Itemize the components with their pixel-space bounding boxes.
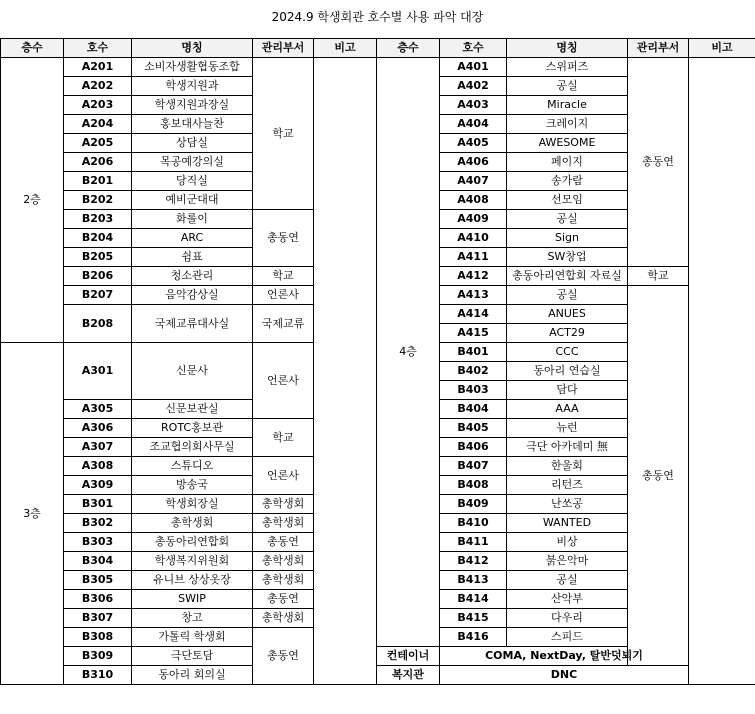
room-code: A204 (64, 115, 132, 134)
room-name: 신문사 (132, 343, 253, 400)
room-code: A408 (440, 191, 507, 210)
room-name: Miracle (507, 96, 628, 115)
room-code: A403 (440, 96, 507, 115)
sheet-title: 2024.9 학생회관 호수별 사용 파악 대장 (271, 10, 484, 24)
room-code: B413 (440, 571, 507, 590)
room-name: WANTED (507, 514, 628, 533)
room-name: 창고 (132, 609, 253, 628)
room-name: SW창업 (507, 248, 628, 267)
room-code: B309 (64, 647, 132, 666)
room-code: A305 (64, 400, 132, 419)
room-name: SWIP (132, 590, 253, 609)
room-code: A402 (440, 77, 507, 96)
room-name: 한울회 (507, 457, 628, 476)
room-name: 학생회장실 (132, 495, 253, 514)
room-name: 학생지원과 (132, 77, 253, 96)
table-row (1, 58, 755, 77)
room-code: B202 (64, 191, 132, 210)
dept-cell: 총학생회 (253, 571, 314, 590)
room-name: 학생복지위원회 (132, 552, 253, 571)
dept-cell: 총동연 (253, 590, 314, 609)
room-code: B303 (64, 533, 132, 552)
room-code: B308 (64, 628, 132, 647)
room-name: 소비자생활협동조합 (132, 58, 253, 77)
room-name: 극단 아카데미 無 (507, 438, 628, 457)
room-code: A407 (440, 172, 507, 191)
room-name: AWESOME (507, 134, 628, 153)
room-code: B403 (440, 381, 507, 400)
dept-cell: 총동연 (628, 286, 689, 666)
room-name: 공실 (507, 210, 628, 229)
room-name: 담다 (507, 381, 628, 400)
room-code: B301 (64, 495, 132, 514)
room-name: Sign (507, 229, 628, 248)
room-name: 학생지원과장실 (132, 96, 253, 115)
dept-cell: 언론사 (253, 457, 314, 495)
room-code: B416 (440, 628, 507, 647)
room-code: A306 (64, 419, 132, 438)
room-name: 당직실 (132, 172, 253, 191)
room-code: B203 (64, 210, 132, 229)
room-code: B410 (440, 514, 507, 533)
room-name: 크레이지 (507, 115, 628, 134)
room-code: A203 (64, 96, 132, 115)
room-code: A202 (64, 77, 132, 96)
room-code: A301 (64, 343, 132, 400)
room-usage-table (0, 38, 755, 685)
room-name: AAA (507, 400, 628, 419)
room-code: B201 (64, 172, 132, 191)
header-floor: 층수 (1, 39, 64, 58)
room-code: B405 (440, 419, 507, 438)
room-name: 쉼표 (132, 248, 253, 267)
room-code: B207 (64, 286, 132, 305)
header-name: 명칭 (507, 39, 628, 58)
room-name: 음악감상실 (132, 286, 253, 305)
header-note: 비고 (314, 39, 377, 58)
dept-cell: 총학생회 (253, 495, 314, 514)
room-name: 동아리 회의실 (132, 666, 253, 685)
room-code: A412 (440, 267, 507, 286)
room-code: A409 (440, 210, 507, 229)
room-code: B402 (440, 362, 507, 381)
room-name: 리턴즈 (507, 476, 628, 495)
dept-cell: 총학생회 (253, 552, 314, 571)
room-code: B206 (64, 267, 132, 286)
dept-cell: 언론사 (253, 286, 314, 305)
welfare-label: 복지관 (377, 666, 440, 685)
room-code: A307 (64, 438, 132, 457)
room-name: ROTC홍보관 (132, 419, 253, 438)
room-code: B414 (440, 590, 507, 609)
dept-cell: 총동연 (253, 628, 314, 685)
room-code: A309 (64, 476, 132, 495)
room-name: 비상 (507, 533, 628, 552)
room-name: 뉴런 (507, 419, 628, 438)
room-name: 다우리 (507, 609, 628, 628)
room-name: 총동아리연합회 (132, 533, 253, 552)
room-name: 스피드 (507, 628, 628, 647)
room-code: A413 (440, 286, 507, 305)
header-room: 호수 (440, 39, 507, 58)
header-note: 비고 (689, 39, 755, 58)
room-name: 조교협의회사무실 (132, 438, 253, 457)
floor-cell: 4층 (377, 58, 440, 647)
dept-cell: 학교 (628, 267, 689, 286)
room-name: 예비군대대 (132, 191, 253, 210)
room-code: B204 (64, 229, 132, 248)
note-cell (314, 58, 377, 685)
room-name: 청소관리 (132, 267, 253, 286)
dept-cell: 학교 (253, 419, 314, 457)
header-name: 명칭 (132, 39, 253, 58)
container-value: COMA, NextDay, 탈반덧뵈기 (440, 647, 689, 666)
room-code: B415 (440, 609, 507, 628)
room-code: A406 (440, 153, 507, 172)
room-code: A401 (440, 58, 507, 77)
room-name: 총동아리연합회 자료실 (507, 267, 628, 286)
dept-cell: 학교 (253, 267, 314, 286)
room-code: B408 (440, 476, 507, 495)
dept-cell: 국제교류 (253, 305, 314, 343)
room-code: A405 (440, 134, 507, 153)
dept-cell: 언론사 (253, 343, 314, 419)
room-code: A404 (440, 115, 507, 134)
room-code: B302 (64, 514, 132, 533)
room-code: B306 (64, 590, 132, 609)
room-code: A308 (64, 457, 132, 476)
room-name: 붉은악마 (507, 552, 628, 571)
room-code: A411 (440, 248, 507, 267)
room-name: 상담실 (132, 134, 253, 153)
room-code: A410 (440, 229, 507, 248)
room-code: A414 (440, 305, 507, 324)
header-row (1, 39, 755, 58)
room-name: 페이지 (507, 153, 628, 172)
room-name: 산악부 (507, 590, 628, 609)
room-code: B409 (440, 495, 507, 514)
room-name: 극단토담 (132, 647, 253, 666)
room-name: 동아리 연습실 (507, 362, 628, 381)
room-name: ACT29 (507, 324, 628, 343)
table-row (1, 666, 755, 685)
header-dept: 관리부서 (628, 39, 689, 58)
room-name: 가톨릭 학생회 (132, 628, 253, 647)
dept-cell: 총학생회 (253, 609, 314, 628)
dept-cell: 총동연 (253, 210, 314, 267)
room-name: 스위퍼즈 (507, 58, 628, 77)
room-code: B411 (440, 533, 507, 552)
room-name: 방송국 (132, 476, 253, 495)
room-name: 스튜디오 (132, 457, 253, 476)
room-code: B208 (64, 305, 132, 343)
room-name: CCC (507, 343, 628, 362)
room-name: ANUES (507, 305, 628, 324)
header-floor: 층수 (377, 39, 440, 58)
room-name: 공실 (507, 571, 628, 590)
room-code: B310 (64, 666, 132, 685)
room-code: B304 (64, 552, 132, 571)
note-cell (689, 58, 755, 685)
room-name: 홍보대사늘찬 (132, 115, 253, 134)
room-code: B307 (64, 609, 132, 628)
room-name: 난쏘공 (507, 495, 628, 514)
room-code: B404 (440, 400, 507, 419)
container-label: 컨테이너 (377, 647, 440, 666)
header-dept: 관리부서 (253, 39, 314, 58)
header-room: 호수 (64, 39, 132, 58)
room-name: 송가람 (507, 172, 628, 191)
room-code: B205 (64, 248, 132, 267)
room-code: A205 (64, 134, 132, 153)
room-code: B407 (440, 457, 507, 476)
dept-cell: 총학생회 (253, 514, 314, 533)
room-name: 화롤이 (132, 210, 253, 229)
room-code: A206 (64, 153, 132, 172)
floor-cell: 3층 (1, 343, 64, 685)
room-name: 공실 (507, 286, 628, 305)
room-name: 신문보관실 (132, 400, 253, 419)
room-name: 선모임 (507, 191, 628, 210)
welfare-value: DNC (440, 666, 689, 685)
room-name: 공실 (507, 77, 628, 96)
table-row (1, 647, 755, 666)
room-code: B401 (440, 343, 507, 362)
room-name: 유니브 상상옷장 (132, 571, 253, 590)
room-code: B412 (440, 552, 507, 571)
dept-cell: 총동연 (628, 58, 689, 267)
floor-cell: 2층 (1, 58, 64, 343)
room-code: A415 (440, 324, 507, 343)
room-name: 총학생회 (132, 514, 253, 533)
dept-cell: 총동연 (253, 533, 314, 552)
room-code: B305 (64, 571, 132, 590)
room-name: 국제교류대사실 (132, 305, 253, 343)
room-name: 목공예강의실 (132, 153, 253, 172)
room-code: A201 (64, 58, 132, 77)
room-code: B406 (440, 438, 507, 457)
room-name: ARC (132, 229, 253, 248)
dept-cell: 학교 (253, 58, 314, 210)
